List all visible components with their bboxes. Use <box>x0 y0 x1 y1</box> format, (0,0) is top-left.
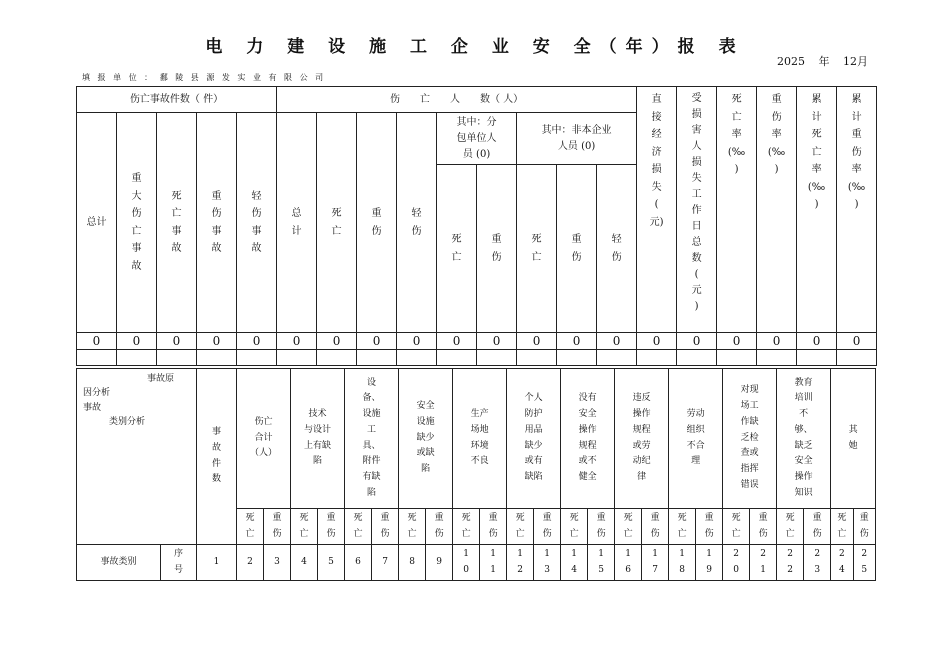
header-minor-accidents: 轻 伤 事 故 <box>237 113 277 333</box>
value-cell: 0 <box>357 333 397 350</box>
header-total-accidents: 总计 <box>77 113 117 333</box>
seq-number: 2 <box>237 545 264 581</box>
value-cell: 0 <box>557 333 597 350</box>
value-cell: 0 <box>77 333 117 350</box>
corner-line-1: 事故原 <box>147 374 175 384</box>
header-non-serious: 重 伤 <box>557 165 597 333</box>
header-non-company: 其中：非本企业 人员 (0) <box>517 113 637 165</box>
value-cell: 0 <box>717 333 757 350</box>
report-title: 电 力 建 设 施 工 企 业 安 全（年）报 表 <box>205 37 745 57</box>
seq-number: 1 5 <box>588 545 615 581</box>
value-cell: 0 <box>677 333 717 350</box>
seq-number: 1 7 <box>642 545 669 581</box>
seq-label: 序 号 <box>161 545 197 581</box>
empty-cell <box>397 350 437 366</box>
seq-number: 2 1 <box>750 545 777 581</box>
header-death-rate: 死 亡 率 (‰ ) <box>717 87 757 333</box>
sub-death: 死 亡 <box>453 509 480 545</box>
sub-death: 死 亡 <box>561 509 588 545</box>
seq-number: 1 8 <box>669 545 696 581</box>
seq-number: 1 4 <box>561 545 588 581</box>
header-accident-count: 事 故 件 数 <box>197 369 237 545</box>
value-cell: 0 <box>197 333 237 350</box>
value-cell: 0 <box>517 333 557 350</box>
report-year-unit: 年 <box>818 55 830 68</box>
sub-death: 死 亡 <box>507 509 534 545</box>
value-cell: 0 <box>797 333 837 350</box>
header-cause-9: 对现 场工 作缺 乏检 查或 指挥 错误 <box>723 369 777 509</box>
value-cell: 0 <box>117 333 157 350</box>
casualty-table <box>76 86 877 366</box>
seq-number: 2 4 <box>831 545 853 581</box>
value-cell: 0 <box>317 333 357 350</box>
value-cell: 0 <box>477 333 517 350</box>
seq-number: 1 3 <box>534 545 561 581</box>
sub-serious: 重 伤 <box>372 509 399 545</box>
header-cause-8: 劳动 组织 不合 理 <box>669 369 723 509</box>
empty-cell <box>357 350 397 366</box>
sub-death: 死 亡 <box>291 509 318 545</box>
empty-cell <box>597 350 637 366</box>
seq-number: 2 5 <box>853 545 875 581</box>
sub-serious: 重 伤 <box>853 509 875 545</box>
cause-analysis-table <box>76 368 876 581</box>
header-casualty-total: 伤亡 合计 （人） <box>237 369 291 509</box>
header-major-accidents: 重 大 伤 亡 事 故 <box>117 113 157 333</box>
header-cause-11: 其 她 <box>831 369 876 509</box>
empty-cell <box>637 350 677 366</box>
header-persons-total: 总 计 <box>277 113 317 333</box>
header-cause-2: 设 备、 设施 工 具、 附件 有缺 陷 <box>345 369 399 509</box>
sub-death: 死 亡 <box>777 509 804 545</box>
empty-cell <box>717 350 757 366</box>
header-cause-6: 没有 安全 操作 规程 或不 健全 <box>561 369 615 509</box>
value-cell: 0 <box>277 333 317 350</box>
empty-cell <box>677 350 717 366</box>
header-cause-7: 违反 操作 规程 或劳 动纪 律 <box>615 369 669 509</box>
seq-number: 1 2 <box>507 545 534 581</box>
seq-number: 1 6 <box>615 545 642 581</box>
corner-line-3: 事故 <box>83 402 102 413</box>
header-serious-rate: 重 伤 率 (‰ ) <box>757 87 797 333</box>
sub-death: 死 亡 <box>669 509 696 545</box>
header-cause-5: 个人 防护 用品 缺少 或有 缺陷 <box>507 369 561 509</box>
header-cause-3: 安全 设施 缺少 或缺 陷 <box>399 369 453 509</box>
header-cumulative-serious-rate: 累 计 重 伤 率 (‰ ) <box>837 87 877 333</box>
header-lost-workdays: 受 损 害 人 损 失 工 作 日 总 数 ( 元 ) <box>677 87 717 333</box>
value-cell: 0 <box>437 333 477 350</box>
sub-serious: 重 伤 <box>588 509 615 545</box>
seq-number: 5 <box>318 545 345 581</box>
empty-cell <box>277 350 317 366</box>
header-persons-death: 死 亡 <box>317 113 357 333</box>
empty-cell <box>77 350 117 366</box>
header-serious-accidents: 重 伤 事 故 <box>197 113 237 333</box>
sub-serious: 重 伤 <box>750 509 777 545</box>
seq-number: 6 <box>345 545 372 581</box>
header-sub-death: 死 亡 <box>437 165 477 333</box>
header-non-minor: 轻 伤 <box>597 165 637 333</box>
empty-cell <box>517 350 557 366</box>
sub-serious: 重 伤 <box>264 509 291 545</box>
header-casualty-count: 伤 亡 人 数（ 人） <box>277 87 637 113</box>
seq-number: 2 3 <box>804 545 831 581</box>
header-persons-minor: 轻 伤 <box>397 113 437 333</box>
seq-number: 8 <box>399 545 426 581</box>
header-non-death: 死 亡 <box>517 165 557 333</box>
seq-number: 9 <box>426 545 453 581</box>
seq-number: 4 <box>291 545 318 581</box>
value-cell: 0 <box>237 333 277 350</box>
corner-line-4: 类别分析 <box>109 417 146 428</box>
sub-serious: 重 伤 <box>804 509 831 545</box>
empty-cell <box>757 350 797 366</box>
empty-cell <box>797 350 837 366</box>
seq-number: 2 0 <box>723 545 750 581</box>
report-year: 2025 <box>777 55 805 68</box>
corner-line-2: 因分析 <box>83 388 111 399</box>
seq-number: 1 9 <box>696 545 723 581</box>
value-cell: 0 <box>157 333 197 350</box>
sub-serious: 重 伤 <box>642 509 669 545</box>
report-month: 12月 <box>843 55 868 68</box>
header-persons-serious: 重 伤 <box>357 113 397 333</box>
seq-number: 1 1 <box>480 545 507 581</box>
header-economic-loss: 直 接 经 济 损 失 ( 元) <box>637 87 677 333</box>
value-cell: 0 <box>837 333 877 350</box>
seq-number: 2 2 <box>777 545 804 581</box>
empty-cell <box>557 350 597 366</box>
sub-death: 死 亡 <box>345 509 372 545</box>
empty-cell <box>477 350 517 366</box>
header-cumulative-death-rate: 累 计 死 亡 率 (‰ ) <box>797 87 837 333</box>
header-sub-serious: 重 伤 <box>477 165 517 333</box>
sub-death: 死 亡 <box>615 509 642 545</box>
accident-type-label: 事故类别 <box>77 545 161 581</box>
seq-number: 3 <box>264 545 291 581</box>
header-subcontractor: 其中：分 包单位人 员 (0) <box>437 113 517 165</box>
empty-cell <box>157 350 197 366</box>
sub-death: 死 亡 <box>723 509 750 545</box>
empty-cell <box>237 350 277 366</box>
header-death-accidents: 死 亡 事 故 <box>157 113 197 333</box>
header-cause-1: 技术 与设计 上有缺 陷 <box>291 369 345 509</box>
sub-serious: 重 伤 <box>480 509 507 545</box>
corner-header <box>77 369 197 545</box>
header-cause-10: 教育 培训 不 够、 缺乏 安全 操作 知识 <box>777 369 831 509</box>
empty-cell <box>437 350 477 366</box>
value-cell: 0 <box>397 333 437 350</box>
empty-cell <box>197 350 237 366</box>
value-cell: 0 <box>597 333 637 350</box>
sub-serious: 重 伤 <box>426 509 453 545</box>
reporting-unit: 填 报 单 位 ： 鄱 陵 县 源 发 实 业 有 限 公 司 <box>82 73 326 82</box>
sub-serious: 重 伤 <box>318 509 345 545</box>
header-accident-count: 伤亡事故件数（ 件） <box>77 87 277 113</box>
seq-number: 1 0 <box>453 545 480 581</box>
seq-number: 1 <box>197 545 237 581</box>
report-date <box>777 53 868 69</box>
sub-death: 死 亡 <box>237 509 264 545</box>
sub-serious: 重 伤 <box>696 509 723 545</box>
empty-cell <box>117 350 157 366</box>
header-cause-4: 生产 场地 环境 不良 <box>453 369 507 509</box>
value-cell: 0 <box>637 333 677 350</box>
sub-serious: 重 伤 <box>534 509 561 545</box>
value-cell: 0 <box>757 333 797 350</box>
empty-cell <box>837 350 877 366</box>
empty-cell <box>317 350 357 366</box>
seq-number: 7 <box>372 545 399 581</box>
sub-death: 死 亡 <box>399 509 426 545</box>
sub-death: 死 亡 <box>831 509 853 545</box>
